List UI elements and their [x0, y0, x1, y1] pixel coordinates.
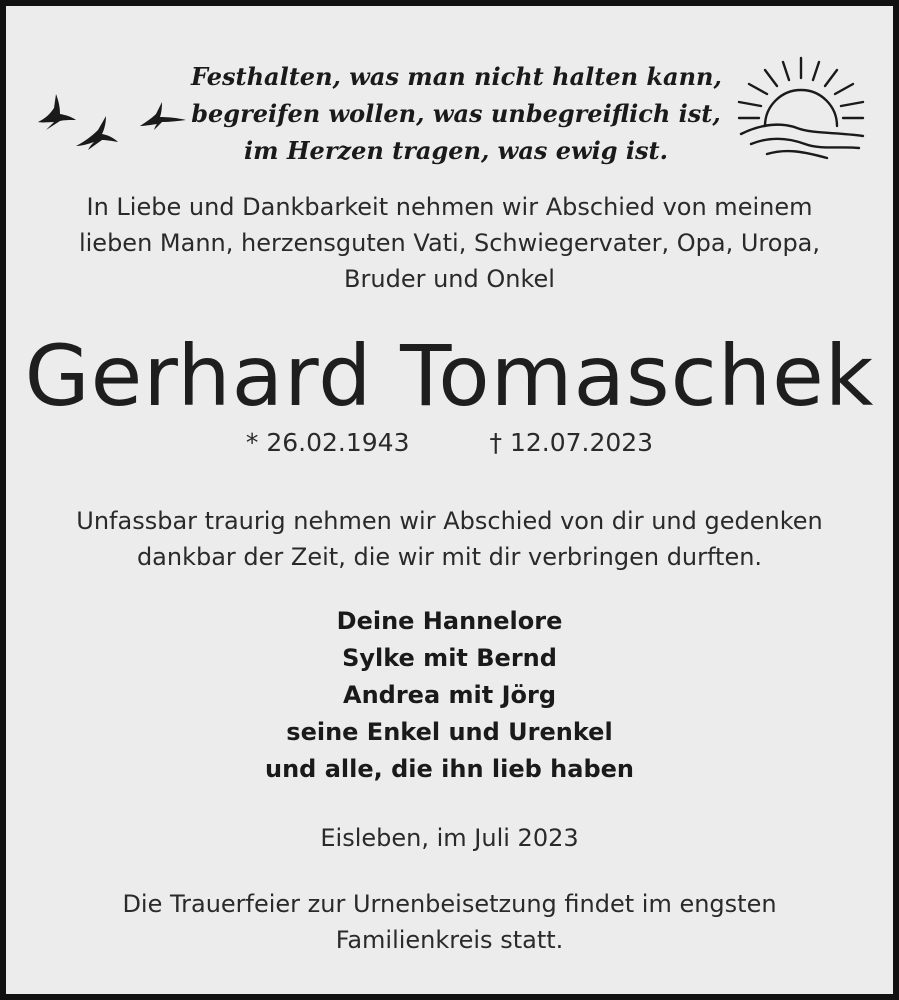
intro-line: lieben Mann, herzensguten Vati, Schwiegervater, Opa, Uropa,	[78, 229, 821, 257]
poem-line: Festhalten, was man nicht halten kann,	[191, 62, 722, 91]
death-date: † 12.07.2023	[489, 428, 654, 457]
mourner: Deine Hannelore	[336, 607, 563, 635]
flying-birds-icon	[32, 84, 192, 156]
farewell-statement	[6, 503, 893, 575]
memorial-poem	[191, 58, 721, 169]
funeral-line: Familienkreis statt.	[335, 926, 564, 954]
sunset-landscape-icon	[731, 48, 871, 166]
poem-line: begreifen wollen, was unbegreiflich ist,	[191, 99, 721, 128]
statement-line: dankbar der Zeit, die wir mit dir verbringen durften.	[136, 543, 763, 571]
intro-text	[6, 189, 893, 297]
birth-date: * 26.02.1943	[245, 428, 410, 457]
mourner: Sylke mit Bernd	[342, 644, 557, 672]
life-dates	[6, 426, 893, 460]
intro-line: Bruder und Onkel	[344, 265, 555, 293]
place-and-date: Eisleben, im Juli 2023	[320, 824, 579, 852]
statement-line: Unfassbar traurig nehmen wir Abschied von dir und gedenken	[76, 507, 823, 535]
poem-line: im Herzen tragen, was ewig ist.	[244, 136, 668, 165]
funeral-line: Die Trauerfeier zur Urnenbeisetzung findet im engsten	[122, 890, 777, 918]
mourner: seine Enkel und Urenkel	[286, 718, 613, 746]
deceased-name: Gerhard Tomaschek	[24, 327, 875, 425]
mourner: und alle, die ihn lieb haben	[265, 755, 634, 783]
funeral-notice	[6, 886, 893, 958]
intro-line: In Liebe und Dankbarkeit nehmen wir Abschied von meinem	[86, 193, 813, 221]
mourners-list	[6, 603, 893, 788]
mourner: Andrea mit Jörg	[343, 681, 556, 709]
